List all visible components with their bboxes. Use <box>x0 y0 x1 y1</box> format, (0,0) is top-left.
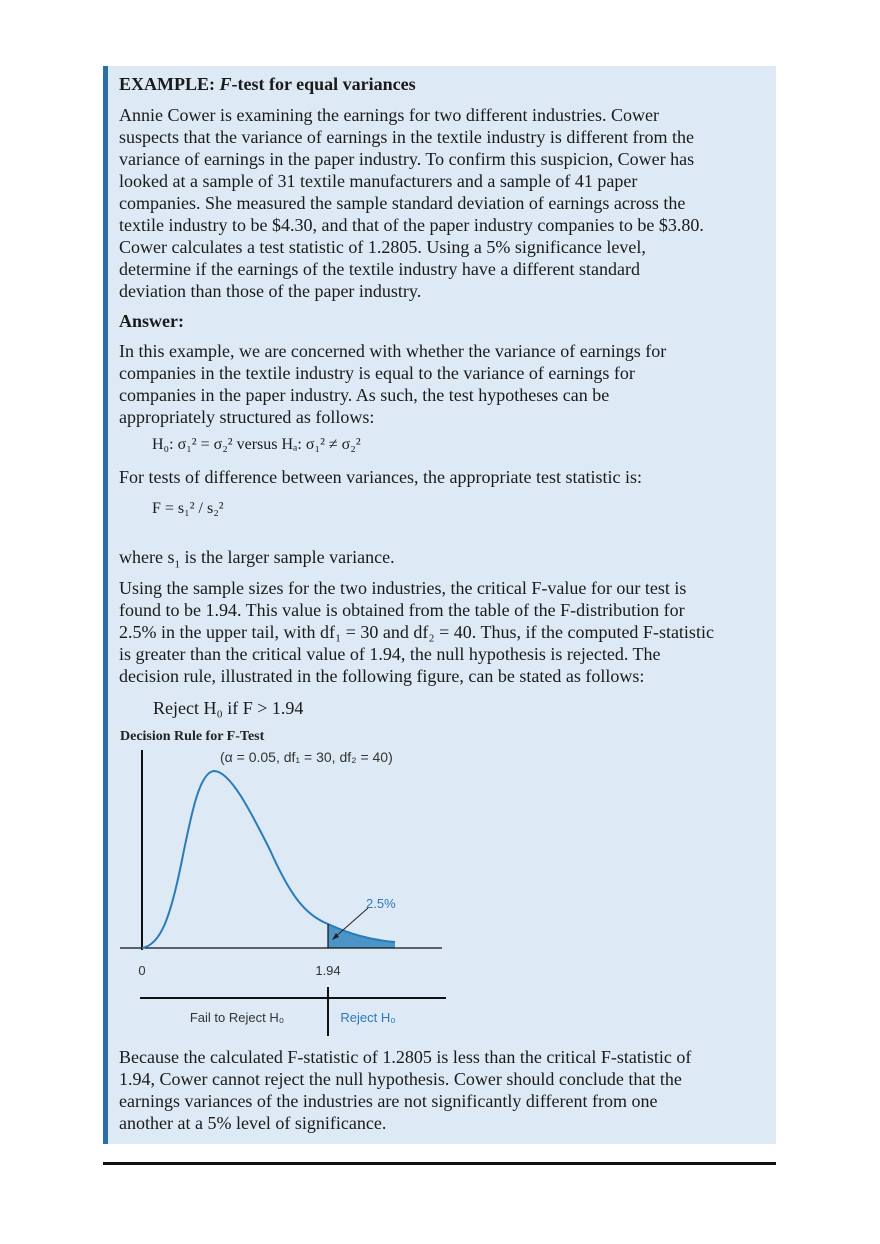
text-line: Annie Cower is examining the earnings for two different industries. Cower <box>119 105 660 125</box>
text-line: is greater than the critical value of 1.94, the null hypothesis is rejected. The <box>119 644 661 664</box>
reject-region-label: Reject H₀ <box>340 1010 396 1025</box>
figure-title: Decision Rule for F-Test <box>120 729 265 744</box>
tail-label: 2.5% <box>366 896 396 911</box>
text-line: companies. She measured the sample standard deviation of earnings across the <box>119 193 686 213</box>
figure-params: (α = 0.05, df₁ = 30, df₂ = 40) <box>220 749 393 765</box>
text-line: decision rule, illustrated in the following figure, can be stated as follows: <box>119 666 645 686</box>
text-line: Using the sample sizes for the two industries, the critical F-value for our test is <box>119 578 687 598</box>
text-line: deviation than those of the paper industry. <box>119 281 422 301</box>
text-line: Cower calculates a test statistic of 1.2805. Using a 5% significance level, <box>119 237 646 257</box>
fail-region-label: Fail to Reject H₀ <box>189 1010 285 1025</box>
stat-intro: For tests of difference between variances, the appropriate test statistic is: <box>119 467 642 487</box>
text-line: textile industry to be $4.30, and that of the paper industry companies to be $3.80. <box>119 215 704 235</box>
example-title: EXAMPLE: F-test for equal variances <box>119 74 416 94</box>
text-line: Because the calculated F-statistic of 1.2805 is less than the critical F-statistic of <box>119 1047 692 1067</box>
bottom-rule <box>103 1162 776 1165</box>
where-text: where $s_1$ is the larger sample variance. <box>119 547 395 571</box>
f-formula: F = s₁² / s₂² <box>152 500 224 517</box>
text-line: In this example, we are concerned with whether the variance of earnings for <box>119 341 667 361</box>
text-line: looked at a sample of 31 textile manufacturers and a sample of 41 paper <box>119 171 638 191</box>
x-label-zero: 0 <box>138 963 146 978</box>
decision-rule: Reject H₀ if F > 1.94 <box>153 698 304 718</box>
text-line: earnings variances of the industries are not significantly different from one <box>119 1091 658 1111</box>
text-line: companies in the paper industry. As such, the test hypotheses can be <box>119 385 610 405</box>
text-line: determine if the earnings of the textile industry have a different standard <box>119 259 640 279</box>
text-line: suspects that the variance of earnings in the textile industry is different from the <box>119 127 694 147</box>
text-line: 2.5% in the upper tail, with df₁ = 30 and df₂ = 40. Thus, if the computed F-statistic <box>119 622 714 642</box>
x-label-critical: 1.94 <box>315 963 341 978</box>
conclusion-paragraph <box>119 1046 691 1134</box>
text-line: 1.94, Cower cannot reject the null hypothesis. Cower should conclude that the <box>119 1069 682 1089</box>
answer-label: Answer: <box>119 311 184 331</box>
text-line: variance of earnings in the paper industry. To confirm this suspicion, Cower has <box>119 149 695 169</box>
f-distribution-curve <box>142 771 395 948</box>
text-line: found to be 1.94. This value is obtained from the table of the F-distribution for <box>119 600 685 620</box>
text-line: another at a 5% level of significance. <box>119 1113 387 1133</box>
text-line: appropriately structured as follows: <box>119 407 375 427</box>
text-line: companies in the textile industry is equal to the variance of earnings for <box>119 363 635 383</box>
hypotheses-formula: H₀: σ₁² = σ₂² versus Hₐ: σ₁² ≠ σ₂² <box>152 436 361 453</box>
